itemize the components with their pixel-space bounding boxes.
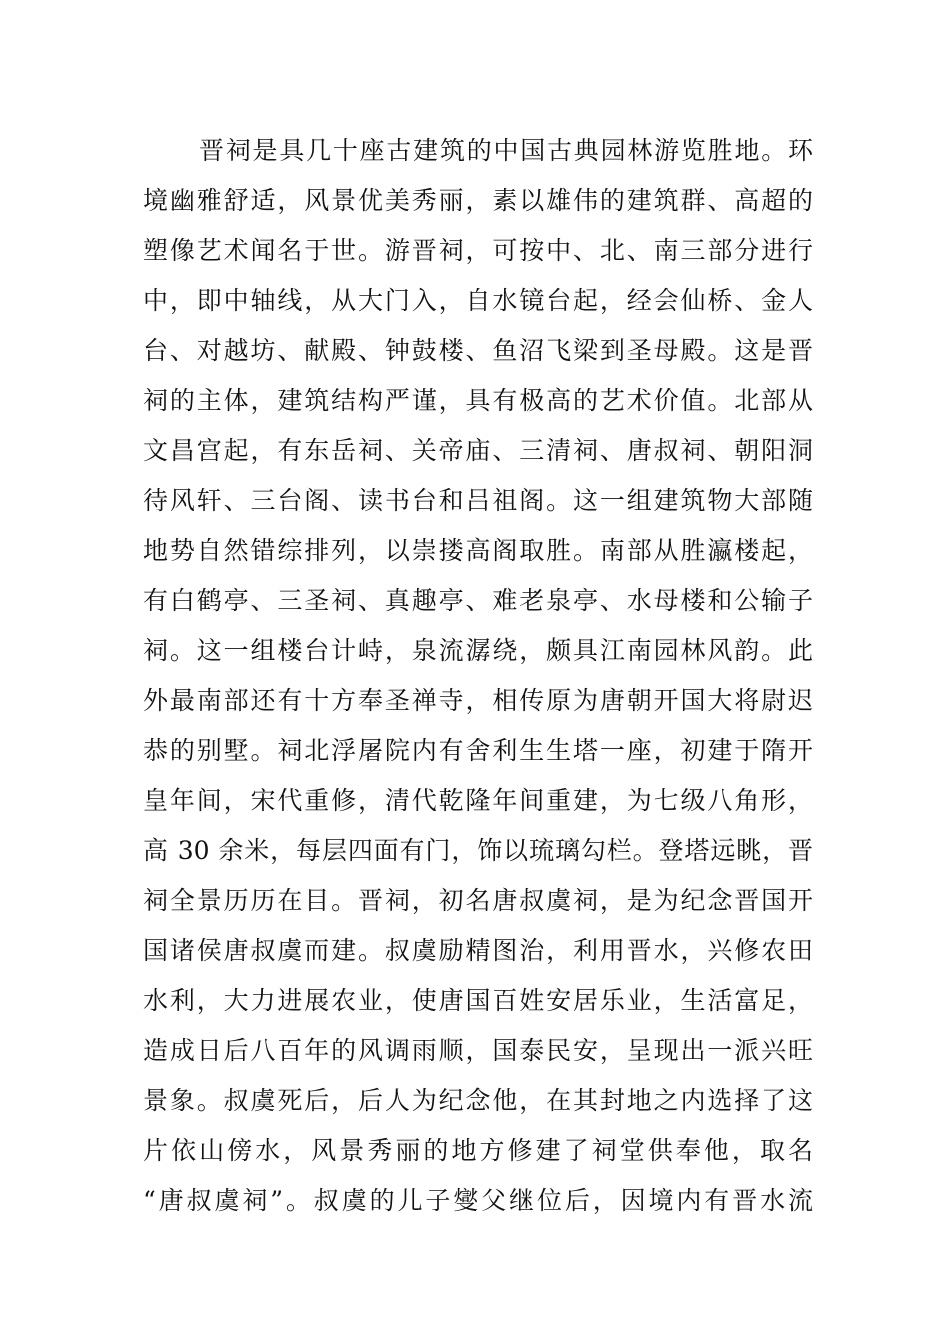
paragraph-line: 恭的别墅。祠北浮屠院内有舍利生生塔一座，初建于隋开 xyxy=(143,736,813,765)
paragraph-line: 祠全景历历在目。晋祠，初名唐叔虞祠，是为纪念晋国开 xyxy=(143,886,813,915)
paragraph-line: 外最南部还有十方奉圣禅寺，相传原为唐朝开国大将尉迟 xyxy=(143,686,813,715)
body-paragraph xyxy=(143,126,813,1226)
paragraph-line: 台、对越坊、献殿、钟鼓楼、鱼沼飞梁到圣母殿。这是晋 xyxy=(143,336,813,365)
paragraph-line: 皇年间，宋代重修，清代乾隆年间重建，为七级八角形， xyxy=(143,786,813,815)
paragraph-line: 祠的主体，建筑结构严谨，具有极高的艺术价值。北部从 xyxy=(143,386,813,415)
paragraph-line: 晋祠是具几十座古建筑的中国古典园林游览胜地。环 xyxy=(199,136,813,165)
paragraph-line: 塑像艺术闻名于世。游晋祠，可按中、北、南三部分进行 xyxy=(143,236,813,265)
paragraph-line: 地势自然错综排列，以崇搂高阁取胜。南部从胜瀛楼起， xyxy=(143,536,813,565)
paragraph-line: 有白鹤亭、三圣祠、真趣亭、难老泉亭、水母楼和公输子 xyxy=(143,586,813,615)
paragraph-line: “唐叔虞祠”。叔虞的儿子燮父继位后，因境内有晋水流 xyxy=(143,1186,813,1215)
paragraph-line: 文昌宫起，有东岳祠、关帝庙、三清祠、唐叔祠、朝阳洞 xyxy=(143,436,813,465)
paragraph-line: 待风轩、三台阁、读书台和吕祖阁。这一组建筑物大部随 xyxy=(143,486,813,515)
paragraph-line: 中，即中轴线，从大门入，自水镜台起，经会仙桥、金人 xyxy=(143,286,813,315)
paragraph-line: 境幽雅舒适，风景优美秀丽，素以雄伟的建筑群、高超的 xyxy=(143,186,813,215)
paragraph-line: 祠。这一组楼台计峙，泉流潺绕，颇具江南园林风韵。此 xyxy=(143,636,813,665)
paragraph-line: 片依山傍水，风景秀丽的地方修建了祠堂供奉他，取名 xyxy=(143,1136,813,1165)
paragraph-line: 高 30 余米，每层四面有门，饰以琉璃勾栏。登塔远眺，晋 xyxy=(143,836,813,865)
paragraph-line: 景象。叔虞死后，后人为纪念他，在其封地之内选择了这 xyxy=(143,1086,813,1115)
paragraph-line: 水利，大力进展农业，使唐国百姓安居乐业，生活富足， xyxy=(143,986,813,1015)
paragraph-line: 国诸侯唐叔虞而建。叔虞励精图治，利用晋水，兴修农田 xyxy=(143,936,813,965)
paragraph-line: 造成日后八百年的风调雨顺，国泰民安，呈现出一派兴旺 xyxy=(143,1036,813,1065)
